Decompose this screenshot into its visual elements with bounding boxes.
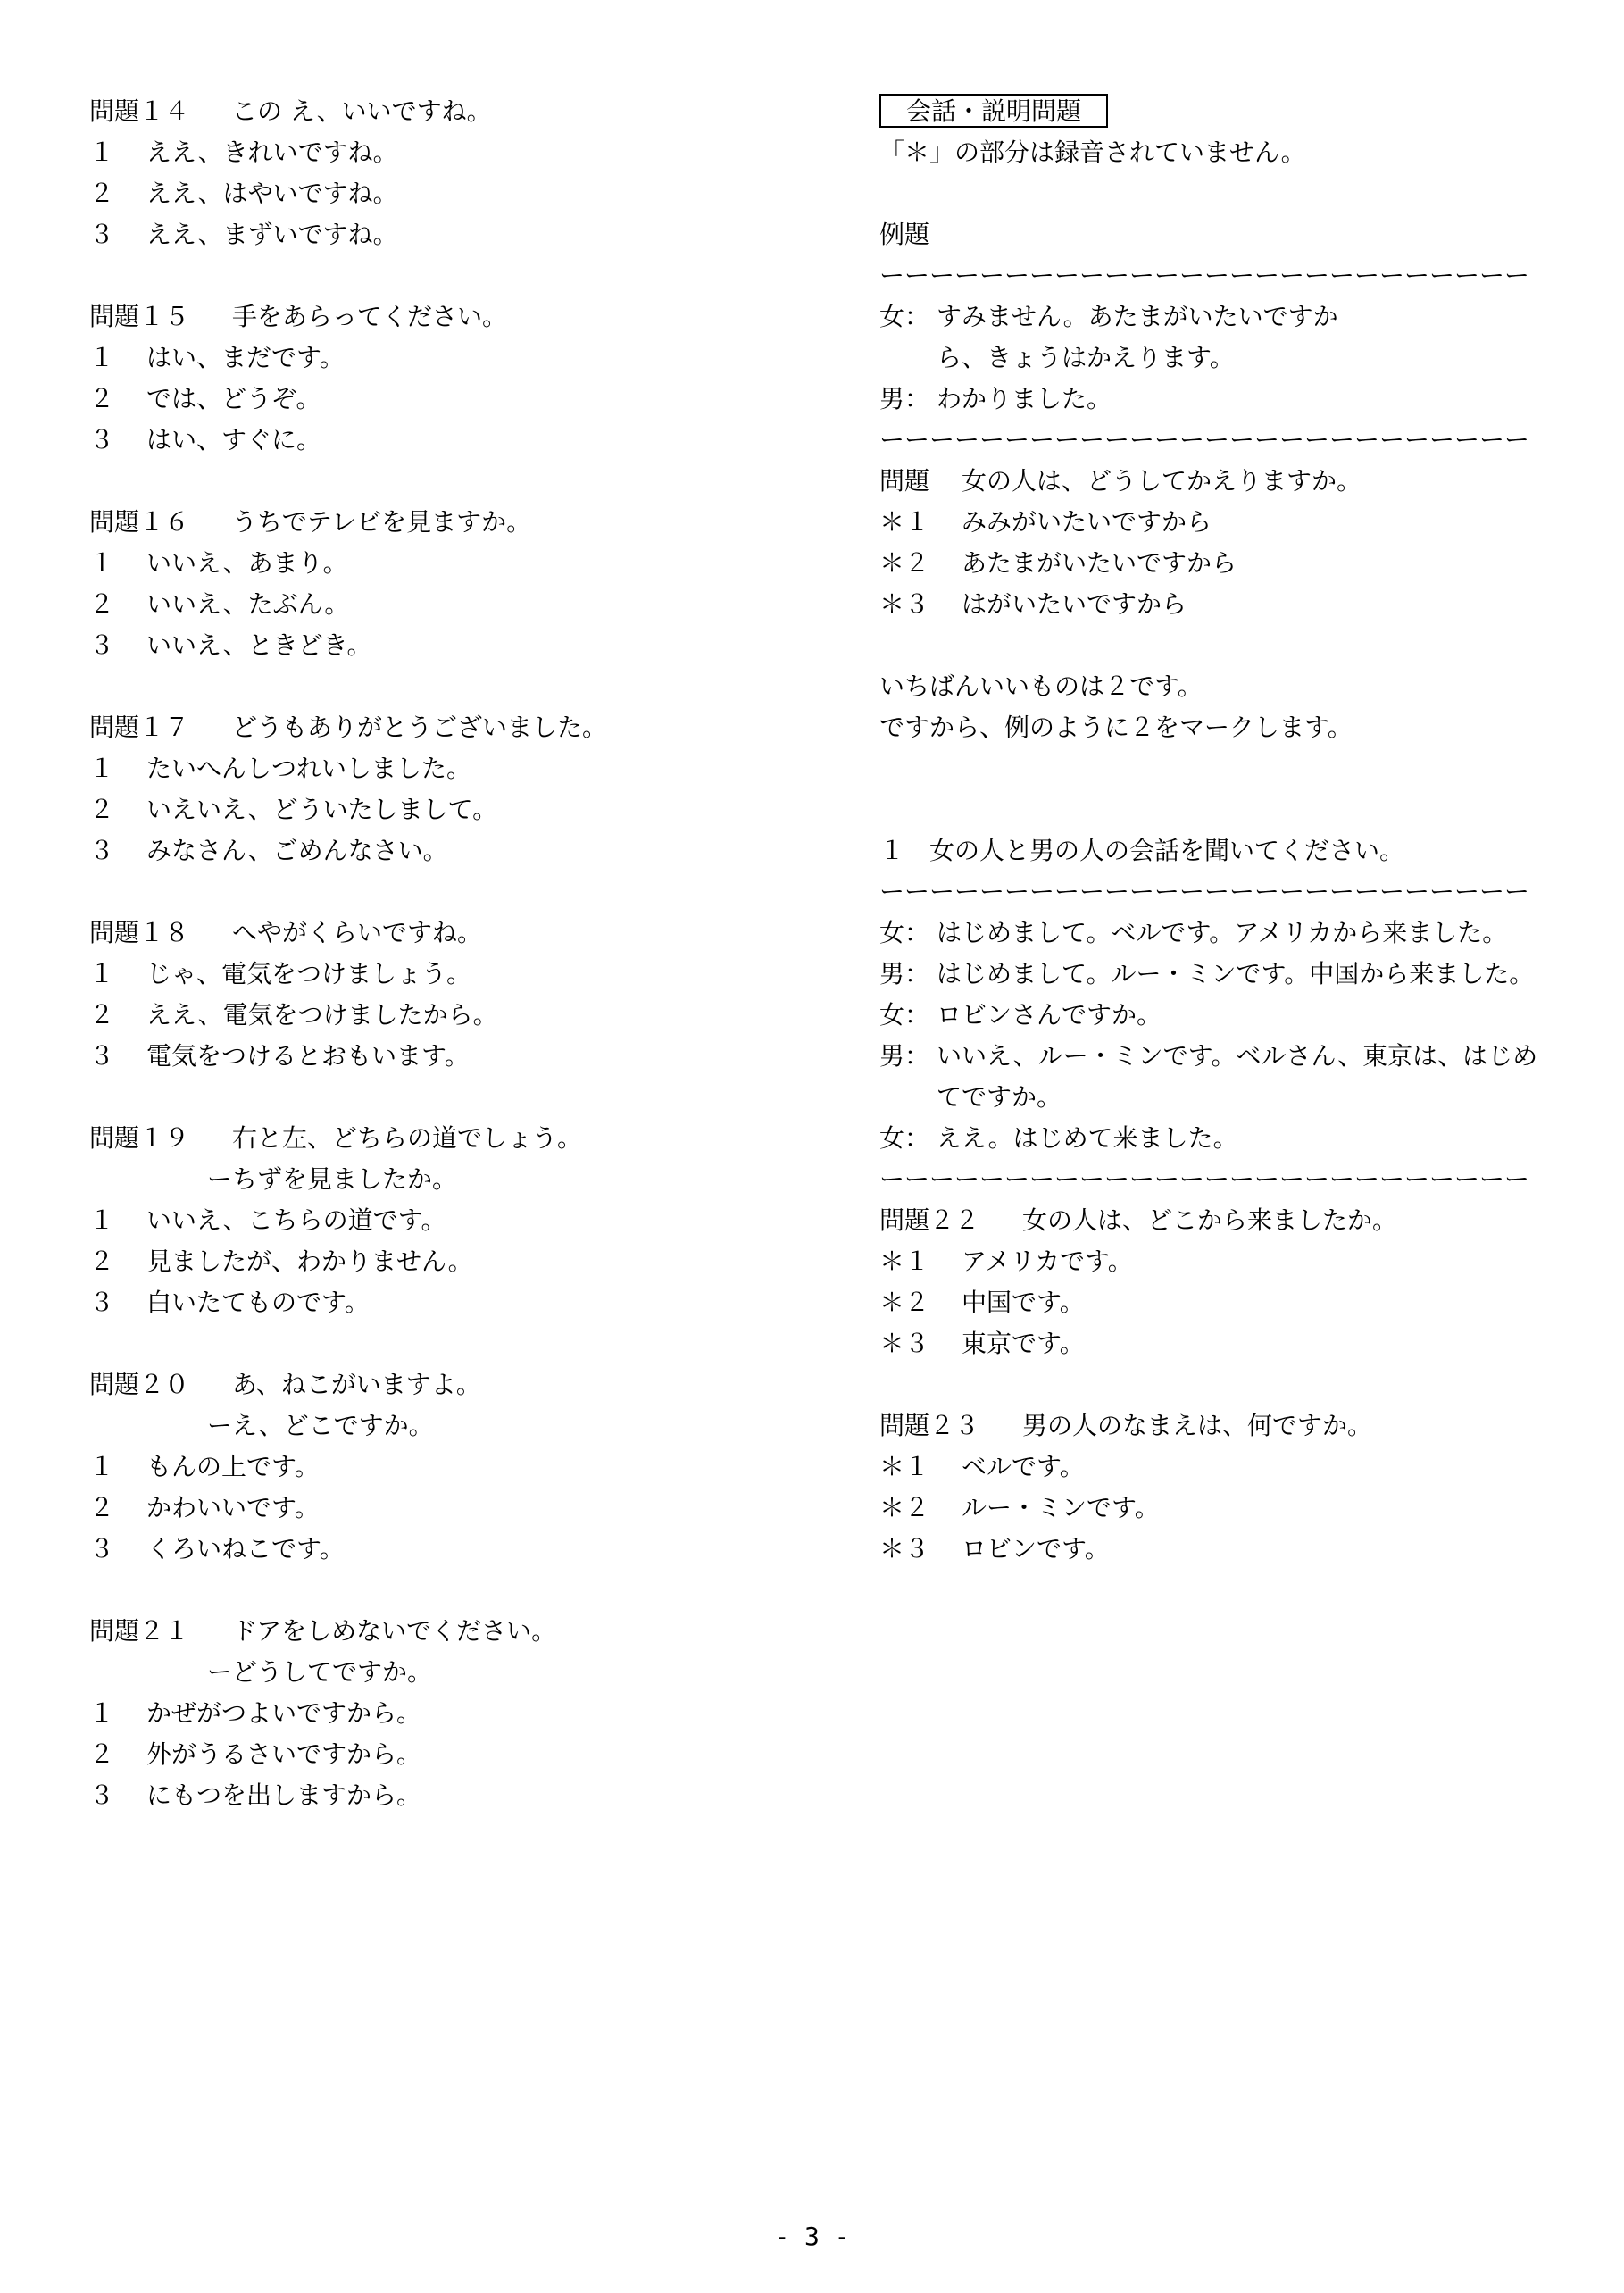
question-header: 問題１５ 手をあらってください。 xyxy=(89,302,508,331)
option: ３ ええ、まずいですね。 xyxy=(89,220,398,249)
section-title-box: 会話・説明問題 xyxy=(879,94,1108,128)
option: ＊２ 中国です。 xyxy=(879,1288,1085,1317)
example-dialog xyxy=(879,296,1558,420)
option: １ はい、まだです。 xyxy=(89,343,345,372)
question-reply: ーえ、どこですか。 xyxy=(207,1411,434,1440)
question-header: 問題１８ へやがくらいですね。 xyxy=(89,918,483,947)
option: ３ くろいねこです。 xyxy=(89,1534,345,1563)
part1-dialog xyxy=(879,913,1558,1159)
option: ＊１ アメリカです。 xyxy=(879,1247,1133,1276)
question-15 xyxy=(89,296,857,461)
example-answer: ですから、例のように２をマークします。 xyxy=(879,713,1353,742)
option: ２ いいえ、たぶん。 xyxy=(89,589,350,619)
question-header: 問題１７ どうもありがとうございました。 xyxy=(89,713,608,742)
question-17 xyxy=(89,707,857,871)
option: １ たいへんしつれいしました。 xyxy=(89,754,472,783)
option: ２ いえいえ、どういたしまして。 xyxy=(89,795,498,824)
option: １ もんの上です。 xyxy=(89,1452,320,1481)
separator-line: ーーーーーーーーーーーーーーーーーーーーーーーーーー xyxy=(879,261,1530,290)
separator-line: ーーーーーーーーーーーーーーーーーーーーーーーーーー xyxy=(879,877,1530,906)
part1-instruction: １ 女の人と男の人の会話を聞いてください。 xyxy=(879,836,1405,865)
option: ＊３ はがいたいですから xyxy=(879,589,1187,619)
dialog-line: 男： いいえ、ルー・ミンです。ベルさん、東京は、はじめてですか。 xyxy=(879,1041,1538,1112)
question-header: 問題１６ うちでテレビを見ますか。 xyxy=(89,507,532,537)
option: ２ 外がうるさいですから。 xyxy=(89,1739,422,1769)
question-22 xyxy=(879,1200,1558,1364)
option: ３ はい、すぐに。 xyxy=(89,425,322,454)
option: ３ みなさん、ごめんなさい。 xyxy=(89,836,448,865)
example-answer: いちばんいいものは２です。 xyxy=(879,671,1203,701)
question-20 xyxy=(89,1364,857,1570)
question-21 xyxy=(89,1611,857,1816)
option: ２ 見ましたが、わかりません。 xyxy=(89,1247,473,1276)
option: ２ かわいいです。 xyxy=(89,1493,320,1522)
question-16 xyxy=(89,502,857,666)
option: ＊１ ベルです。 xyxy=(879,1452,1085,1481)
question-18 xyxy=(89,913,857,1077)
dialog-line: 男： はじめまして。ルー・ミンです。中国から来ました。 xyxy=(879,959,1535,988)
recording-note: 「＊」の部分は録音されていません。 xyxy=(879,138,1306,167)
question-header: 問題２２ 女の人は、どこから来ましたか。 xyxy=(879,1205,1398,1235)
dialog-line: 女： ええ。はじめて来ました。 xyxy=(879,1123,1238,1153)
question-23 xyxy=(879,1405,1558,1570)
page-number: - 3 - xyxy=(774,2222,850,2251)
option: ３ にもつを出しますから。 xyxy=(89,1780,422,1810)
option: ＊３ ロビンです。 xyxy=(879,1534,1110,1563)
right-column xyxy=(879,91,1558,1570)
separator-line: ーーーーーーーーーーーーーーーーーーーーーーーーーー xyxy=(879,1164,1530,1194)
question-19 xyxy=(89,1118,857,1323)
option: １ ええ、きれいですね。 xyxy=(89,138,398,167)
dialog-line: 女： はじめまして。ベルです。アメリカから来ました。 xyxy=(879,918,1508,947)
option: ＊２ ルー・ミンです。 xyxy=(879,1493,1160,1522)
question-reply: ーちずを見ましたか。 xyxy=(207,1164,458,1194)
separator-line: ーーーーーーーーーーーーーーーーーーーーーーーーーー xyxy=(879,425,1530,454)
option: ２ では、どうぞ。 xyxy=(89,384,321,413)
option: ＊２ あたまがいたいですから xyxy=(879,548,1237,578)
dialog-line: 女： ロビンさんですか。 xyxy=(879,1000,1162,1030)
left-column xyxy=(89,91,857,1816)
question-header: 問題２１ ドアをしめないでください。 xyxy=(89,1616,557,1646)
question-header: 問題１９ 右と左、どちらの道でしょう。 xyxy=(89,1123,583,1153)
question-14 xyxy=(89,91,857,255)
option: ２ ええ、はやいですね。 xyxy=(89,179,398,208)
option: ３ いいえ、ときどき。 xyxy=(89,630,372,660)
question-header: 問題２３ 男の人のなまえは、何ですか。 xyxy=(879,1411,1373,1440)
option: ２ ええ、電気をつけましたから。 xyxy=(89,1000,498,1030)
option: １ いいえ、こちらの道です。 xyxy=(89,1205,446,1235)
option: ＊１ みみがいたいですから xyxy=(879,507,1212,537)
question-header: 問題１４ この え、いいですね。 xyxy=(89,96,492,126)
option: ３ 電気をつけるとおもいます。 xyxy=(89,1041,470,1071)
example-label: 例題 xyxy=(879,220,930,249)
option: ３ 白いたてものです。 xyxy=(89,1288,370,1317)
example-question xyxy=(879,461,1558,625)
question-header: 問題２０ あ、ねこがいますよ。 xyxy=(89,1370,481,1399)
question-header: 問題 女の人は、どうしてかえりますか。 xyxy=(879,466,1362,496)
dialog-line: 女： すみません。あたまがいたいですから、きょうはかえります。 xyxy=(879,302,1338,372)
option: ＊３ 東京です。 xyxy=(879,1329,1085,1358)
option: １ いいえ、あまり。 xyxy=(89,548,348,578)
option: １ じゃ、電気をつけましょう。 xyxy=(89,959,472,988)
dialog-line: 男： わかりました。 xyxy=(879,384,1112,413)
question-reply: ーどうしてですか。 xyxy=(207,1657,433,1687)
option: １ かぜがつよいですから。 xyxy=(89,1698,422,1728)
